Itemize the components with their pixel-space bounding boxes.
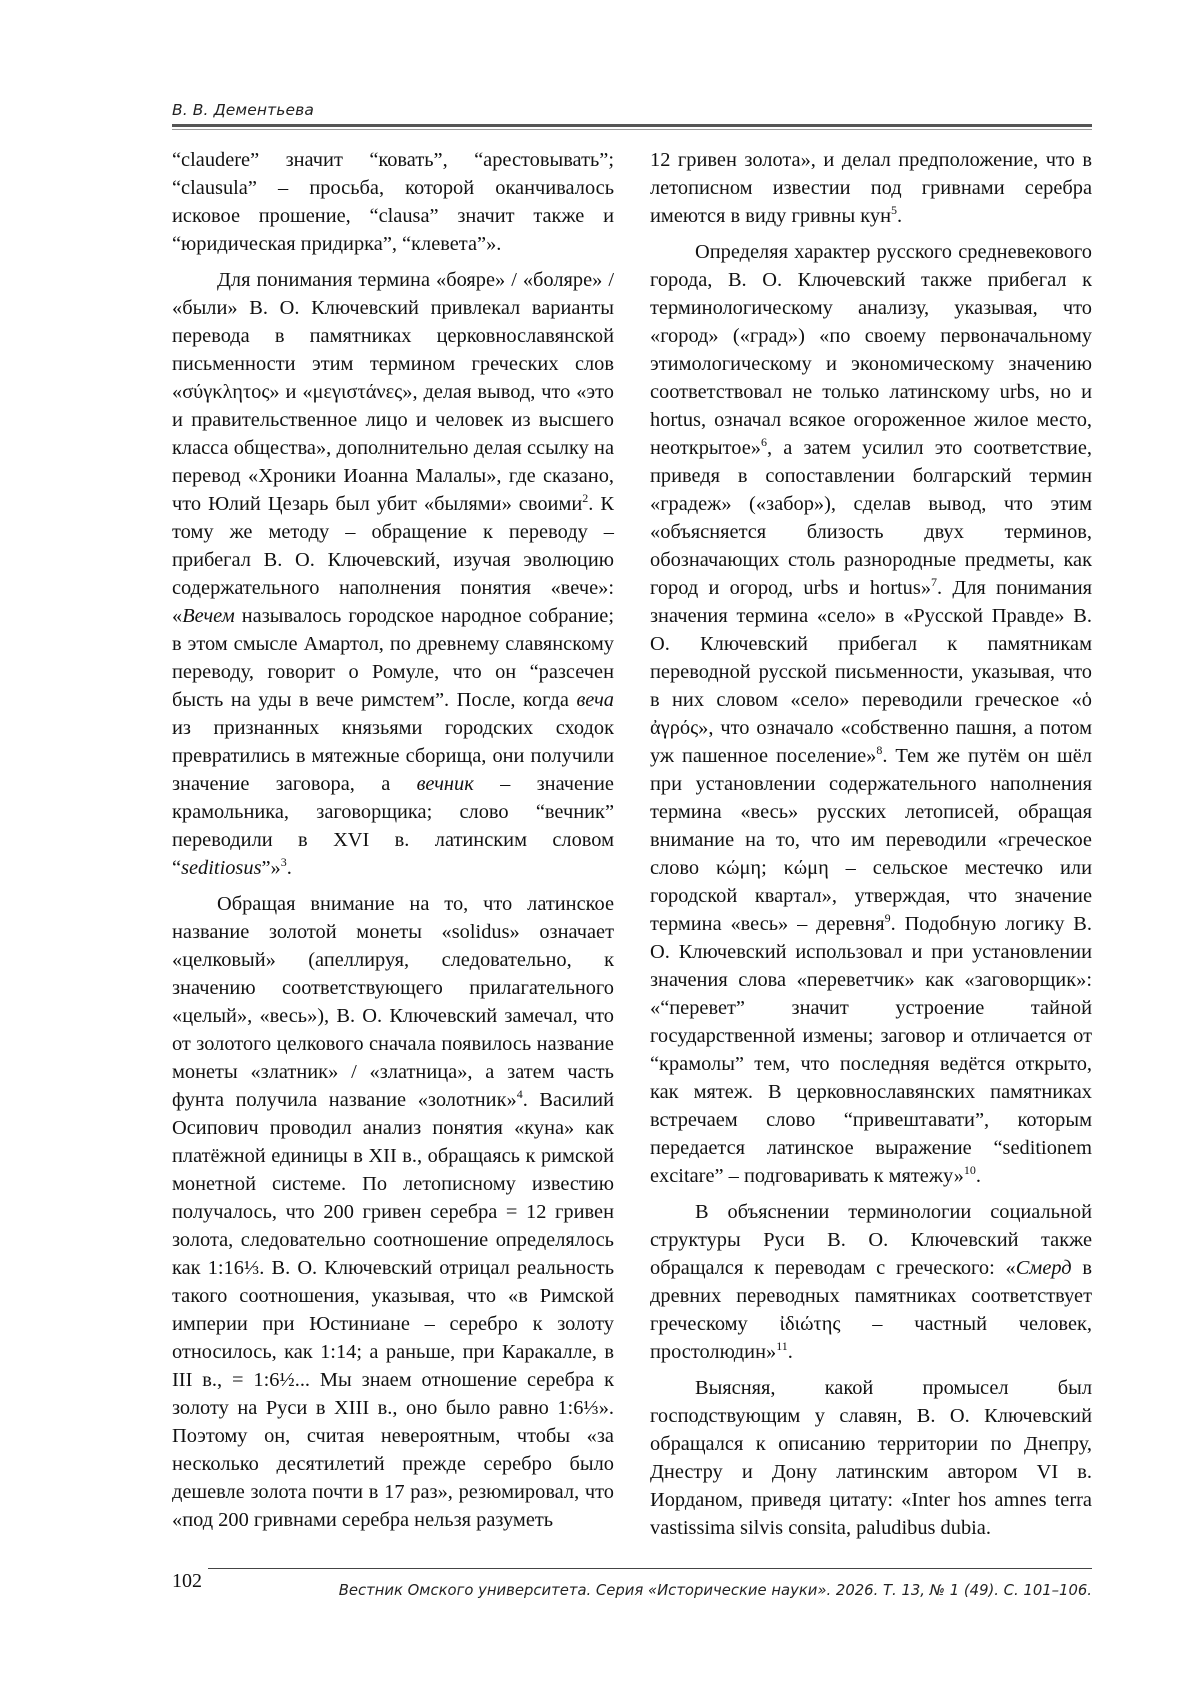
- footnote-ref: 6: [760, 435, 767, 450]
- footnote-ref: 10: [963, 1163, 976, 1178]
- left-text-column: [172, 146, 614, 1542]
- text-run: .: [896, 205, 903, 227]
- italic-term: веча: [576, 689, 614, 711]
- footnote-ref: 11: [776, 1339, 788, 1354]
- text-run: ”»: [261, 857, 281, 879]
- running-head-author: В. В. Дементьева: [172, 101, 314, 119]
- text-run: Для понимания термина «бояре» / «боляре» / «были» В. О. Ключевский привлекал варианты перевода в памятниках церковнославянской письменности этим термином греческих слов «σύγκλητος» и «μεγιστάνες», делая вывод, что «это и правительственное лицо и человек из высшего класса общества», дополнительно делая ссылку на перевод «Хроники Иоанна Малалы», где сказано, что Юлий Цезарь был убит «былями» своими: [172, 269, 614, 515]
- text-run: Выясняя, какой промысел был господствующим у славян, В. О. Ключевский обращался к описанию территории по Днепру, Днестру и Дону латинским автором VI в. Иорданом, приведя цитату: «Inter hos amnes terra vastissima silvis consita, paludibus dubia.: [650, 1377, 1092, 1539]
- text-run: . Василий Осипович проводил анализ понятия «куна» как платёжной единицы в XII в., обращаясь к римской монетной системе. По летописному известию получалось, что 200 гривен серебра = 12 гривен золота, следовательно соотношение определялось как 1:16⅓. В. О. Ключевский отрицал реальность такого соотношения, указывая, что «в Римской империи при Юстиниане – серебро к золоту относилось, как 1:14; а раньше, при Каракалле, в III в., = 1:6½... Мы знаем отношение серебра к золоту на Руси в XIII в., оно было равно 1:6⅓». Поэтому он, считая невероятным, чтобы «за несколько десятилетий прежде серебро было дешевле золота почти в 17 раз», резюмировал, что «под 200 гривнами серебра нельзя разуметь: [172, 1089, 615, 1531]
- footnote-ref: 2: [582, 491, 589, 506]
- paragraph: [172, 890, 614, 1534]
- paragraph: [650, 1198, 1092, 1366]
- right-text-column: [650, 146, 1092, 1550]
- text-run: из признанных князьями городских сходок превратились в мятежные сборища, они получили значение заговора, а: [172, 717, 614, 795]
- text-run: Определяя характер русского средневекового города, В. О. Ключевский также прибегал к терминологическому анализу, указывая, что «город» («град») «по своему первоначальному этимологическому и экономическому значению соответствовал не только латинскому urbs, но и hortus, означал всякое огороженное жилое место, неоткрытое»: [650, 241, 1092, 459]
- page-number: 102: [172, 1570, 202, 1592]
- text-run: . Тем же путём он шёл при установлении содержательного наполнения термина «весь» русских летописей, обращая внимание на то, что им переводили «греческое слово κώμη; κώμη – сельское местечко или городской квартал», утверждая, что значение термина «весь» – деревня: [650, 745, 1092, 935]
- text-run: .: [286, 857, 292, 879]
- text-run: в древних переводных памятниках соответствует греческому ἰδιώτης – частный человек, простолюдин»: [650, 1257, 1092, 1363]
- paragraph: [650, 146, 1092, 230]
- text-run: – значение крамольника, заговорщика; слово “вечник” переводили в XVI в. латинским словом “: [172, 773, 614, 879]
- text-run: . Подобную логику В. О. Ключевский использовал и при установлении значения слова «переветчик» как «заговорщик»: «“перевет” значит устроение тайной государственной измены; заговор и отличается от “крамолы” тем, что последняя ведётся открыто, как мятеж. В церковнославянских памятниках встречаем слово “привештавати”, которым передается латинское выражение “seditionem excitare” – подговаривать к мятежу»: [650, 913, 1092, 1187]
- italic-term: Вечем: [182, 605, 235, 627]
- paragraph: [172, 266, 614, 882]
- text-run: называлось городское народное собрание; в этом смысле Амартол, по древнему славянскому переводу, говорит о Ромуле, что он “разсечен бысть на уды в вече римстем”. После, когда: [172, 605, 614, 711]
- italic-term: seditiosus: [181, 857, 262, 879]
- footer-rule: [208, 1568, 1092, 1569]
- header-rule-thick: [172, 124, 1092, 127]
- header-rule-thin: [172, 129, 1092, 130]
- text-run: “claudere” значит “ковать”, “арестовывать”; “clausula” – просьба, которой оканчивалось исковое прошение, “clausa” значит также и “юридическая придирка”, “клевета”».: [172, 149, 614, 255]
- footnote-ref: 4: [516, 1087, 523, 1102]
- paragraph: [650, 238, 1092, 1190]
- footnote-ref: 3: [280, 855, 287, 870]
- footnote-ref: 9: [884, 911, 891, 926]
- text-run: В объяснении терминологии социальной структуры Руси В. О. Ключевский также обращался к переводам с греческого: «: [650, 1201, 1092, 1279]
- footnote-ref: 5: [890, 203, 897, 218]
- text-run: .: [787, 1341, 793, 1363]
- paragraph: [172, 146, 614, 258]
- italic-term: вечник: [416, 773, 474, 795]
- text-run: 12 гривен золота», и делал предположение, что в летописном известии под гривнами серебра имеются в виду гривны кун: [650, 149, 1092, 227]
- footnote-ref: 8: [876, 743, 883, 758]
- text-run: Обращая внимание на то, что латинское название золотой монеты «solidus» означает «целковый» (апеллируя, следовательно, к значению соответствующего прилагательного «целый», «весь»), В. О. Ключевский замечал, что от золотого целкового сначала появилось название монеты «златник» / «златница», а затем часть фунта получила название «золотник»: [172, 893, 614, 1111]
- text-run: . К тому же методу – обращение к переводу – прибегал В. О. Ключевский, изучая эволюцию содержательного наполнения понятия «вече»: «: [172, 493, 614, 627]
- text-run: , а затем усилил это соответствие, приведя в сопоставлении болгарский термин «градеж» («забор»), сделав вывод, что этим «объясняется близость двух терминов, обозначающих столь разнородные предметы, как город и огород, urbs и hortus»: [650, 437, 1092, 599]
- text-run: .: [975, 1165, 981, 1187]
- journal-citation: Вестник Омского университета. Серия «Исторические науки». 2026. Т. 13, № 1 (49). С. 101–106.: [338, 1582, 1092, 1599]
- text-run: . Для понимания значения термина «село» в «Русской Правде» В. О. Ключевский прибегал к памятникам переводной русской письменности, указывая, что в них словом «село» переводили греческое «ὁ ἀγρός», что означало «собственно пашня, а потом уж пашенное поселение»: [650, 577, 1092, 767]
- italic-term: Смерд: [1015, 1257, 1072, 1279]
- paragraph: [650, 1374, 1092, 1542]
- footnote-ref: 7: [931, 575, 938, 590]
